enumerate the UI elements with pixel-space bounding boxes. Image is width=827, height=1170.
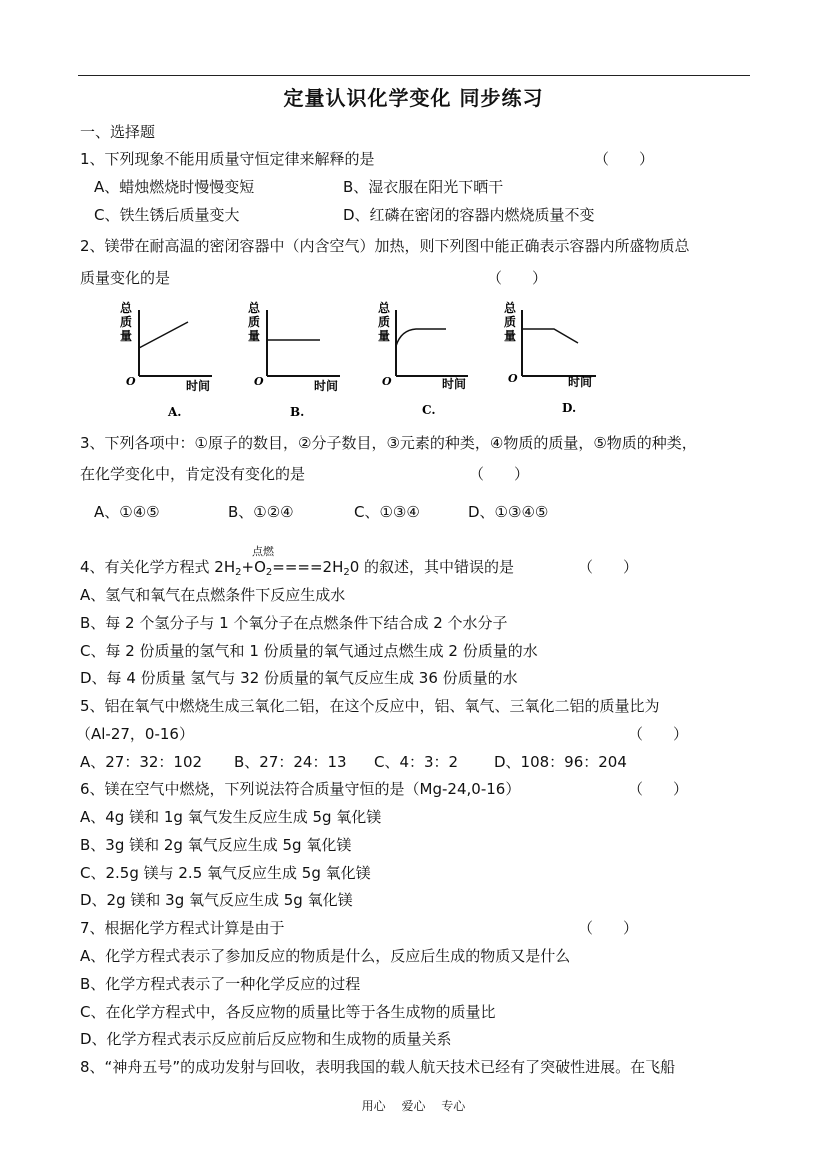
page-footer: 用心 爱心 专心 (361, 1099, 466, 1113)
graph-c-curve (396, 329, 446, 346)
q5-option-b: B、27：24：13 (234, 753, 347, 771)
q4-stem (80, 557, 514, 583)
q2-graph-b (240, 298, 360, 424)
q6-option-a: A、4g 镁和 1g 氧气发生反应生成 5g 氧化镁 (80, 808, 382, 826)
graph-d-curve (522, 329, 578, 343)
graph-c-origin: O (382, 375, 392, 388)
graph-d-ylabel-3: 量 (504, 329, 517, 343)
q4-reaction-condition: 点燃 (252, 545, 274, 558)
graph-b-xlabel: 时间 (314, 379, 339, 393)
q5-stem-line1: 5、铝在氧气中燃烧生成三氧化二铝，在这个反应中，铝、氧气、三氧化二铝的质量比为 (80, 697, 660, 715)
q5-stem-line2: （Al-27，0-16） (76, 725, 194, 743)
graph-a-ylabel-3: 量 (120, 329, 133, 343)
q2-graph-a (112, 298, 232, 424)
q3-stem-line1: 3、下列各项中：①原子的数目，②分子数目，③元素的种类，④物质的质量，⑤物质的种类， (80, 434, 697, 452)
graph-b-ylabel-3: 量 (248, 329, 261, 343)
q3-option-c: C、①③④ (354, 503, 420, 521)
q6-option-b: B、3g 镁和 2g 氧气反应生成 5g 氧化镁 (80, 836, 352, 854)
q3-answer-paren: （ ） (469, 465, 530, 483)
q2-stem-line2: 质量变化的是 (80, 269, 171, 287)
graph-c-ylabel-3: 量 (378, 329, 391, 343)
q8-stem: 8、“神舟五号”的成功发射与回收，表明我国的载人航天技术已经有了突破性进展。在飞船 (80, 1058, 676, 1076)
q2-stem-line1: 2、镁带在耐高温的密闭容器中（内含空气）加热，则下列图中能正确表示容器内所盛物质总 (80, 237, 690, 255)
q7-option-d: D、化学方程式表示反应前后反应物和生成物的质量关系 (80, 1030, 452, 1048)
q4-option-c: C、每 2 份质量的氢气和 1 份质量的氧气通过点燃生成 2 份质量的水 (80, 642, 538, 660)
graph-b-label: B. (290, 405, 305, 419)
q5-answer-paren: （ ） (628, 725, 689, 743)
q5-option-a: A、27：32：102 (80, 753, 203, 771)
graph-d-ylabel-2: 质 (504, 315, 517, 329)
q4-arrow: ====2H (272, 558, 344, 576)
graph-d-ylabel-1: 总 (504, 301, 517, 315)
q1-option-c: C、铁生锈后质量变大 (94, 206, 240, 224)
q4-stem-pre: 4、有关化学方程式 2H (80, 558, 236, 576)
q6-option-d: D、2g 镁和 3g 氧气反应生成 5g 氧化镁 (80, 891, 353, 909)
q4-option-a: A、氢气和氧气在点燃条件下反应生成水 (80, 586, 346, 604)
q4-sub-o2: 2 (265, 567, 273, 578)
q7-option-c: C、在化学方程式中，各反应物的质量比等于各生成物的质量比 (80, 1003, 496, 1021)
q3-option-a: A、①④⑤ (94, 503, 160, 521)
graph-c-label: C. (422, 403, 436, 417)
q4-stem-post: 0 的叙述，其中错误的是 (349, 558, 515, 576)
q7-option-b: B、化学方程式表示了一种化学反应的过程 (80, 975, 361, 993)
graph-a-ylabel-2: 质 (120, 315, 133, 329)
q2-graph-c (374, 298, 494, 424)
q7-answer-paren: （ ） (578, 919, 639, 937)
q6-option-c: C、2.5g 镁与 2.5 氧气反应生成 5g 氧化镁 (80, 864, 371, 882)
graph-a-curve (139, 322, 188, 348)
q4-option-b: B、每 2 个氢分子与 1 个氧分子在点燃条件下结合成 2 个水分子 (80, 614, 508, 632)
q7-option-a: A、化学方程式表示了参加反应的物质是什么，反应后生成的物质又是什么 (80, 947, 571, 965)
graph-d-origin: O (508, 372, 518, 385)
q6-answer-paren: （ ） (628, 780, 689, 798)
graph-a-label: A. (168, 405, 182, 419)
graph-b-ylabel-1: 总 (248, 301, 261, 315)
graph-a-ylabel-1: 总 (120, 301, 133, 315)
q4-answer-paren: （ ） (578, 558, 639, 576)
q1-option-d: D、红磷在密闭的容器内燃烧质量不变 (343, 206, 595, 224)
q3-stem-line2: 在化学变化中，肯定没有变化的是 (80, 465, 306, 483)
q1-option-b: B、湿衣服在阳光下晒干 (343, 178, 504, 196)
q6-stem: 6、镁在空气中燃烧，下列说法符合质量守恒的是（Mg-24,0-16） (80, 780, 521, 798)
q2-answer-paren: （ ） (487, 269, 548, 287)
q4-sub-h2o: 2 (343, 567, 350, 578)
q3-option-b: B、①②④ (228, 503, 294, 521)
graph-c-ylabel-2: 质 (378, 315, 391, 329)
graph-a-origin: O (126, 375, 136, 388)
q1-answer-paren: （ ） (594, 150, 655, 168)
q5-option-c: C、4：3：2 (374, 753, 459, 771)
q4-plus-o: +O (241, 558, 266, 576)
q4-option-d: D、每 4 份质量 氢气与 32 份质量的氧气反应生成 36 份质量的水 (80, 669, 518, 687)
graph-d-label: D. (562, 401, 577, 415)
graph-a-xlabel: 时间 (186, 379, 211, 393)
q1-stem: 1、下列现象不能用质量守恒定律来解释的是 (80, 150, 375, 168)
graph-b-origin: O (254, 375, 264, 388)
q3-option-d: D、①③④⑤ (468, 503, 549, 521)
graph-b-ylabel-2: 质 (248, 315, 261, 329)
header-rule (78, 75, 750, 76)
q1-option-a: A、蜡烛燃烧时慢慢变短 (94, 178, 255, 196)
q7-stem: 7、根据化学方程式计算是由于 (80, 919, 285, 937)
graph-c-xlabel: 时间 (442, 377, 467, 391)
q5-option-d: D、108：96：204 (494, 753, 627, 771)
section-heading: 一、选择题 (80, 123, 156, 141)
page-title: 定量认识化学变化 同步练习 (283, 86, 544, 110)
q2-graph-d (498, 298, 618, 424)
graph-c-ylabel-1: 总 (378, 301, 391, 315)
q4-sub-h2: 2 (235, 567, 242, 578)
graph-d-xlabel: 时间 (568, 375, 593, 389)
